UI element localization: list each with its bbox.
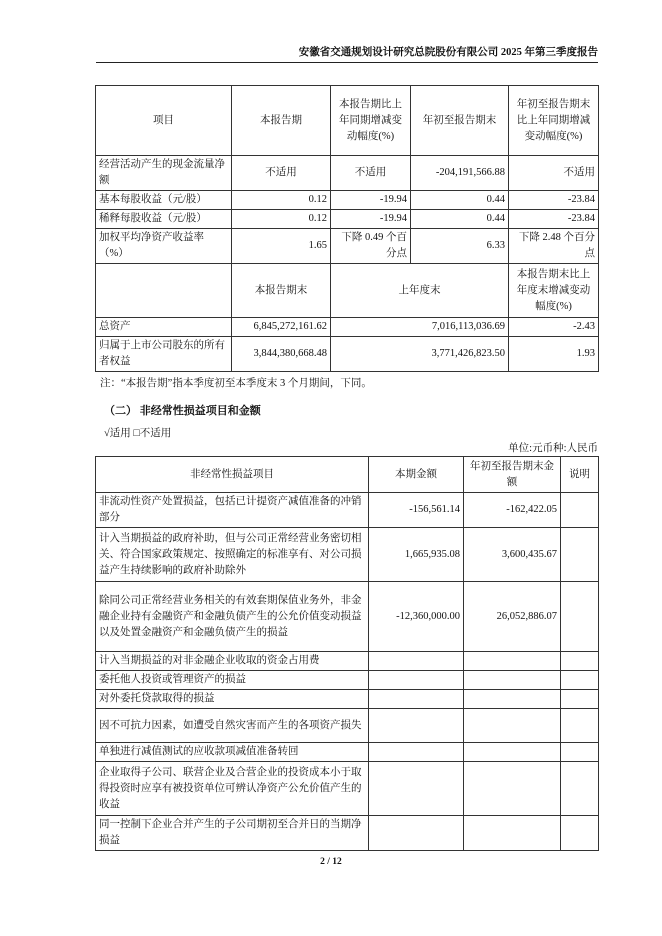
table-cell [369, 709, 464, 743]
table-cell: -162,422.05 [464, 493, 561, 528]
table-subheader-row [96, 264, 599, 318]
table-cell [369, 816, 464, 851]
table-cell: 0.44 [411, 210, 509, 229]
table-cell: -204,191,566.88 [411, 156, 509, 191]
table-row [96, 528, 599, 582]
table-header-row [96, 86, 599, 156]
row-label: 计入当期损益的政府补助，但与公司正常经营业务密切相关、符合国家政策规定、按照确定的标准享有、对公司损益产生持续影响的政府补助除外 [96, 528, 369, 582]
row-label: 非流动性资产处置损益，包括已计提资产减值准备的冲销部分 [96, 493, 369, 528]
row-label: 稀释每股收益（元/股） [96, 210, 232, 229]
row-label: 总资产 [96, 318, 232, 337]
column-header: 本报告期末 [232, 264, 331, 318]
table-cell [561, 762, 599, 816]
table-row [96, 743, 599, 762]
row-label: 除同公司正常经营业务相关的有效套期保值业务外，非金融企业持有金融资产和金融负债产生的公允价值变动损益以及处置金融资产和金融负债产生的损益 [96, 582, 369, 652]
table-cell: -23.84 [509, 191, 599, 210]
table-cell [561, 582, 599, 652]
column-header: 本报告期 [232, 86, 331, 156]
page-number: 2 / 12 [320, 857, 342, 867]
table-cell: 6,845,272,161.62 [232, 318, 331, 337]
row-label: 基本每股收益（元/股） [96, 191, 232, 210]
table-cell: 7,016,113,036.69 [331, 318, 509, 337]
row-label: 计入当期损益的对非金融企业收取的资金占用费 [96, 652, 369, 671]
table-cell: -156,561.14 [369, 493, 464, 528]
table-cell [561, 671, 599, 690]
table-cell [464, 816, 561, 851]
table-row [96, 671, 599, 690]
table-row [96, 337, 599, 372]
table-row [96, 709, 599, 743]
table-row [96, 690, 599, 709]
table-cell [369, 743, 464, 762]
applicability-checkbox-text: √适用 □不适用 [104, 428, 172, 439]
table-row [96, 229, 599, 264]
table-cell: 下降 0.49 个百分点 [331, 229, 411, 264]
row-label: 单独进行减值测试的应收款项减值准备转回 [96, 743, 369, 762]
table-cell: -2.43 [509, 318, 599, 337]
table-cell [369, 671, 464, 690]
table-cell: 26,052,886.07 [464, 582, 561, 652]
row-label: 经营活动产生的现金流量净额 [96, 156, 232, 191]
table-cell: 不适用 [509, 156, 599, 191]
row-label: 同一控制下企业合并产生的子公司期初至合并日的当期净损益 [96, 816, 369, 851]
table-cell: 不适用 [331, 156, 411, 191]
table-row [96, 652, 599, 671]
table-cell [369, 690, 464, 709]
table-cell [561, 690, 599, 709]
row-label: 因不可抗力因素，如遭受自然灾害而产生的各项资产损失 [96, 709, 369, 743]
non-recurring-items-table [95, 456, 599, 851]
table-cell [464, 671, 561, 690]
column-header: 说明 [561, 457, 599, 493]
section-title: （二） 非经常性损益项目和金额 [104, 405, 261, 417]
table-cell: 0.12 [232, 191, 331, 210]
column-header: 非经常性损益项目 [96, 457, 369, 493]
table-cell [369, 762, 464, 816]
column-header: 本报告期末比上年度末增减变动幅度(%) [509, 264, 599, 318]
table-cell: 3,600,435.67 [464, 528, 561, 582]
table-row [96, 493, 599, 528]
header-rule [96, 62, 598, 63]
table-cell: -19.94 [331, 210, 411, 229]
column-header: 本期金额 [369, 457, 464, 493]
table-cell [464, 690, 561, 709]
row-label: 归属于上市公司股东的所有者权益 [96, 337, 232, 372]
page-header: 安徽省交通规划设计研究总院股份有限公司 2025 年第三季度报告 [298, 47, 598, 58]
table-cell [561, 709, 599, 743]
table-cell [464, 762, 561, 816]
table-row [96, 210, 599, 229]
table-cell [464, 743, 561, 762]
table-cell: 不适用 [232, 156, 331, 191]
table-row [96, 816, 599, 851]
table-cell-empty [96, 264, 232, 318]
table-cell: -19.94 [331, 191, 411, 210]
table-cell: 3,844,380,668.48 [232, 337, 331, 372]
row-label: 对外委托贷款取得的损益 [96, 690, 369, 709]
key-financial-table [95, 85, 599, 372]
table-cell [561, 743, 599, 762]
column-header: 项目 [96, 86, 232, 156]
table-cell [561, 652, 599, 671]
column-header: 年初至报告期末 [411, 86, 509, 156]
table-cell [464, 652, 561, 671]
column-header: 本报告期比上年同期增减变动幅度(%) [331, 86, 411, 156]
row-label: 企业取得子公司、联营企业及合营企业的投资成本小于取得投资时应享有被投资单位可辨认净资产公允价值产生的收益 [96, 762, 369, 816]
row-label: 加权平均净资产收益率（%） [96, 229, 232, 264]
row-label: 委托他人投资或管理资产的损益 [96, 671, 369, 690]
table-cell [464, 709, 561, 743]
table-cell: 1.65 [232, 229, 331, 264]
table-row [96, 191, 599, 210]
currency-unit: 单位:元币种:人民币 [508, 443, 598, 454]
table-cell: 1,665,935.08 [369, 528, 464, 582]
table-row [96, 156, 599, 191]
table-cell [369, 652, 464, 671]
table-row [96, 762, 599, 816]
table-cell: 1.93 [509, 337, 599, 372]
table-row [96, 318, 599, 337]
table-cell: 6.33 [411, 229, 509, 264]
table-header-row [96, 457, 599, 493]
table-cell: 下降 2.48 个百分点 [509, 229, 599, 264]
column-header: 年初至报告期末金额 [464, 457, 561, 493]
table-cell: 3,771,426,823.50 [331, 337, 509, 372]
table-cell: -12,360,000.00 [369, 582, 464, 652]
column-header: 年初至报告期末比上年同期增减变动幅度(%) [509, 86, 599, 156]
column-header: 上年度末 [331, 264, 509, 318]
table-cell: 0.12 [232, 210, 331, 229]
table-cell [561, 816, 599, 851]
table-cell [561, 528, 599, 582]
table-row [96, 582, 599, 652]
table-cell [561, 493, 599, 528]
table-cell: 0.44 [411, 191, 509, 210]
table-cell: -23.84 [509, 210, 599, 229]
table-note: 注：“本报告期”指本季度初至本季度末 3 个月期间，下同。 [100, 378, 372, 389]
